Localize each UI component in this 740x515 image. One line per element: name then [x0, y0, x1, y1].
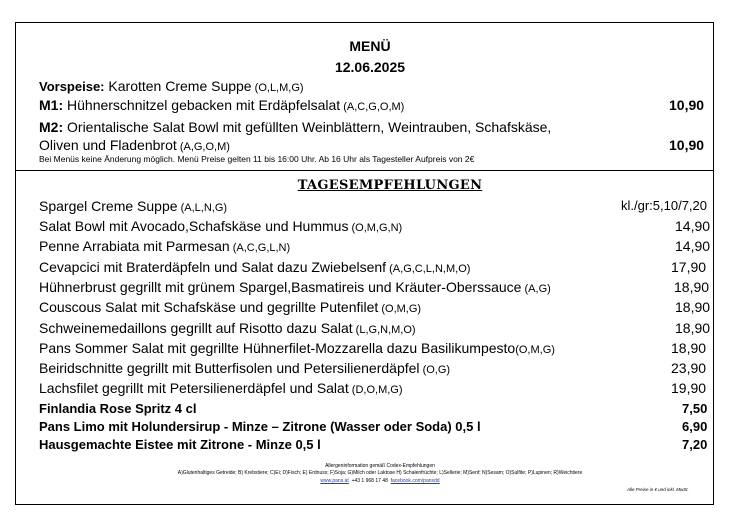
- menu-note: Bei Menüs keine Änderung möglich. Menü Preise gelten 11 bis 16:00 Uhr. Ab 16 Uhr als Tagesteller Aufpreis von 2€: [39, 154, 475, 164]
- drink-item-name: Finlandia Rose Spritz 4 cl: [39, 401, 197, 416]
- menu-m2-name: Orientalische Salat Bowl mit gefüllten Weinblättern, Weintrauben, Schafskäse,: [63, 119, 552, 135]
- tages-item-allergens: (D,O,M,G): [348, 384, 403, 396]
- tages-item-allergens: (A,C,G,L,N): [229, 242, 291, 254]
- tages-item-name: Hühnerbrust gegrillt mit grünem Spargel,Basmatireis und Kräuter-Oberssauce: [39, 279, 522, 295]
- tages-item-allergens: (A,G,C,L,N,M,O): [386, 263, 471, 275]
- drink-item-name: Hausgemachte Eistee mit Zitrone - Minze 0,5 l: [39, 437, 321, 452]
- menu-m1-name: Hühnerschnitzel gebacken mit Erdäpfelsalat: [63, 97, 341, 113]
- tages-item-allergens: (O,M,G,N): [348, 222, 403, 234]
- tages-item-price: 18,90: [674, 279, 710, 295]
- tages-item-name: Beiridschnitte gegrillt mit Butterfisolen und Petersilienerdäpfel: [39, 360, 420, 376]
- tages-item-name: Cevapcici mit Braterdäpfeln und Salat dazu Zwiebelsenf: [39, 259, 387, 275]
- drink-item-price: 7,20: [682, 437, 708, 452]
- vorspeise-label: Vorspeise:: [39, 79, 105, 94]
- menu-m1-label: M1:: [39, 97, 64, 113]
- phone-number: +43 1 968 17 48: [351, 478, 388, 484]
- menu-m2-name2: Oliven und Fladenbrot: [39, 137, 177, 153]
- tages-item-price: 18,90: [675, 299, 711, 315]
- contact-line: [0, 478, 740, 484]
- drink-item-price: 6,90: [682, 419, 708, 434]
- tages-item-allergens: (L,G,N,M,O): [352, 324, 416, 336]
- allergen-title: Allergeninformation gemäß Codex-Empfehlungen: [325, 463, 435, 469]
- menu-m2-label: M2:: [39, 119, 64, 135]
- tages-item-name: Pans Sommer Salat mit gegrillte Hühnerfilet-Mozzarella dazu Basilikumpesto: [39, 340, 516, 356]
- tages-item-allergens: (A,L,N,G): [177, 202, 228, 214]
- tages-item-allergens: (O,G): [419, 364, 451, 376]
- allergen-list: A)Glutenhaltiges Getreide; B) Krebstiere; C)Ei; D)Fisch; E) Erdnuss; F)Soja; G)Milch oder Laktose H) Schalenfrüchte; L)Sellerie; M)Senf; N)Sesam; O)Sulfite; P)Lupinen; R)Weichtiere: [177, 470, 583, 476]
- price-note: Alle Preise in € und inkl. MwSt.: [627, 487, 689, 492]
- tages-item-name: Spargel Creme Suppe: [39, 198, 178, 214]
- tages-item-allergens: (A,G): [521, 283, 551, 295]
- facebook-link[interactable]: facebook.com/pansdd: [390, 478, 440, 484]
- tages-item-name: Couscous Salat mit Schafskäse und gegrillte Putenfilet: [39, 299, 379, 315]
- tages-item-name: Penne Arrabiata mit Parmesan: [39, 238, 230, 254]
- menu-m1-allergens: (A,C,G,O,M): [340, 101, 405, 113]
- tages-item-price: 17,90: [671, 259, 707, 275]
- tages-item-allergens: (O,M,G): [515, 344, 555, 356]
- menu-m2-price: 10,90: [669, 137, 705, 153]
- tagesempfehlungen-heading: TAGESEMPFEHLUNGEN: [297, 178, 483, 193]
- tages-item-price: 23,90: [671, 360, 707, 376]
- tages-item-price: 18,90: [671, 340, 707, 356]
- section-divider: [15, 170, 714, 171]
- tages-item-allergens: (O,M,G): [378, 303, 422, 315]
- tages-item-price: kl./gr:5,10/7,20: [621, 198, 707, 213]
- tages-item-name: Salat Bowl mit Avocado,Schafskäse und Hummus: [39, 218, 349, 234]
- vorspeise-allergens: (O,L,M,G): [251, 82, 304, 94]
- drink-item-price: 7,50: [682, 401, 708, 416]
- drink-item-name: Pans Limo mit Holundersirup - Minze – Zitrone (Wasser oder Soda) 0,5 l: [39, 419, 481, 434]
- menu-title: MENÜ: [349, 38, 391, 54]
- tages-item-price: 18,90: [675, 320, 711, 336]
- tages-item-price: 14,90: [675, 218, 711, 234]
- tages-item-price: 14,90: [675, 238, 711, 254]
- menu-m1-price: 10,90: [669, 97, 705, 113]
- website-link[interactable]: www.pans.at: [320, 478, 349, 484]
- tages-item-name: Lachsfilet gegrillt mit Petersilienerdäpfel und Salat: [39, 380, 349, 396]
- menu-m2-allergens: (A,G,O,M): [176, 141, 230, 153]
- menu-date: 12.06.2025: [334, 59, 406, 75]
- vorspeise-name: Karotten Creme Suppe: [104, 78, 252, 94]
- tages-item-price: 19,90: [671, 380, 707, 396]
- tages-item-name: Schweinemedaillons gegrillt auf Risotto dazu Salat: [39, 320, 353, 336]
